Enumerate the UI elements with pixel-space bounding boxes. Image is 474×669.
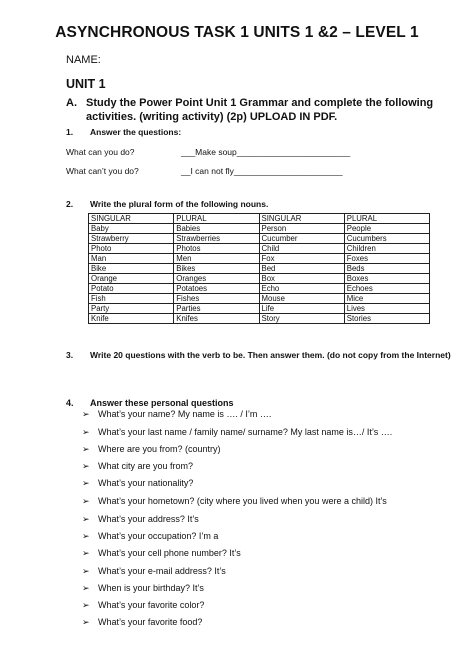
question-text: What’s your last name / family name/ surname? My last name is…/ It’s …. [98,427,393,437]
table-cell: Bike [89,264,174,274]
task-4-text: Answer these personal questions [90,398,234,408]
table-cell: People [344,224,429,234]
task-2-number: 2. [66,199,74,209]
arrow-bullet-icon: ➢ [82,566,90,576]
table-cell: Echo [259,284,344,294]
task-1-number: 1. [66,127,74,137]
task-1-heading [66,127,181,137]
table-cell: Man [89,254,174,264]
question-text: What’s your e-mail address? It’s [98,566,226,576]
task-3-number: 3. [66,350,74,360]
question-text: What’s your address? It’s [98,514,199,524]
name-label: NAME: [66,54,101,66]
table-cell: Cucumbers [344,234,429,244]
list-item [82,531,218,542]
table-row [89,274,430,284]
table-cell: Lives [344,304,429,314]
table-row [89,304,430,314]
question-text: When is your birthday? It’s [98,583,204,593]
list-item [82,427,392,438]
task-3-heading [66,350,451,360]
table-cell: Fishes [174,294,259,304]
list-item [82,548,241,559]
table-cell: Fox [259,254,344,264]
question-text: Where are you from? (country) [98,444,221,454]
table-cell: Echoes [344,284,429,294]
list-item [82,514,199,525]
table-cell: Potato [89,284,174,294]
table-cell: Fish [89,294,174,304]
list-item [82,409,271,420]
section-a-instructions [66,96,436,124]
list-item [82,478,193,489]
table-row [89,224,430,234]
task-4-heading [66,398,234,408]
table-cell: Boxes [344,274,429,284]
arrow-bullet-icon: ➢ [82,531,90,541]
arrow-bullet-icon: ➢ [82,583,90,593]
list-item [82,461,193,472]
section-a-text: Study the Power Point Unit 1 Grammar and complete the following activities. (writing activity) (2p) UPLOAD IN PDF. [86,97,434,123]
arrow-bullet-icon: ➢ [82,514,90,524]
question-text: What city are you from? [98,461,194,471]
arrow-bullet-icon: ➢ [82,478,90,488]
page-title: ASYNCHRONOUS TASK 1 UNITS 1 &2 – LEVEL 1 [55,24,419,41]
plural-table [88,213,430,324]
table-header-cell: PLURAL [344,214,429,224]
table-cell: Photos [174,244,259,254]
arrow-bullet-icon: ➢ [82,427,90,437]
table-cell: Potatoes [174,284,259,294]
table-cell: Knife [89,314,174,324]
list-item [82,444,221,455]
table-cell: Photo [89,244,174,254]
table-cell: Children [344,244,429,254]
table-cell: Mice [344,294,429,304]
list-item [82,600,204,611]
task-1-text: Answer the questions: [90,127,182,137]
question-cant-do: What can’t you do? [66,166,139,176]
answer-can-do: ___Make soup________________________ [181,147,351,157]
section-a-label: A. [66,97,77,109]
question-text: What’s your favorite food? [98,617,203,627]
question-text: What’s your hometown? (city where you lived when you were a child) It’s [98,496,387,506]
arrow-bullet-icon: ➢ [82,496,90,506]
table-header-row [89,214,430,224]
question-text: What’s your cell phone number? It’s [98,548,241,558]
table-cell: Mouse [259,294,344,304]
table-cell: Person [259,224,344,234]
list-item [82,617,202,628]
table-header-cell: SINGULAR [89,214,174,224]
table-cell: Box [259,274,344,284]
table-row [89,314,430,324]
task-2-text: Write the plural form of the following nouns. [90,199,269,209]
table-row [89,294,430,304]
table-cell: Cucumber [259,234,344,244]
table-row [89,284,430,294]
table-cell: Life [259,304,344,314]
arrow-bullet-icon: ➢ [82,600,90,610]
question-text: What’s your favorite color? [98,600,205,610]
table-cell: Men [174,254,259,264]
table-cell: Orange [89,274,174,284]
arrow-bullet-icon: ➢ [82,548,90,558]
question-text: What’s your name? My name is …. / I’m …. [98,409,272,419]
task-2-heading [66,199,268,209]
table-cell: Bikes [174,264,259,274]
table-row [89,244,430,254]
table-header-cell: PLURAL [174,214,259,224]
table-cell: Oranges [174,274,259,284]
arrow-bullet-icon: ➢ [82,444,90,454]
table-cell: Bed [259,264,344,274]
question-text: What’s your occupation? I’m a [98,531,219,541]
table-cell: Beds [344,264,429,274]
task-3-text: Write 20 questions with the verb to be. Then answer them. (do not copy from the Internet) [90,350,451,360]
arrow-bullet-icon: ➢ [82,461,90,471]
table-cell: Babies [174,224,259,234]
table-cell: Child [259,244,344,254]
table-cell: Strawberries [174,234,259,244]
arrow-bullet-icon: ➢ [82,617,90,627]
table-cell: Knifes [174,314,259,324]
table-cell: Foxes [344,254,429,264]
list-item [82,566,226,577]
table-cell: Story [259,314,344,324]
task-4-number: 4. [66,398,74,408]
question-text: What’s your nationality? [98,478,194,488]
unit-heading: UNIT 1 [66,77,106,91]
table-cell: Stories [344,314,429,324]
table-row [89,234,430,244]
table-cell: Parties [174,304,259,314]
list-item [82,496,387,507]
question-can-do: What can you do? [66,147,135,157]
answer-cant-do: __I can not fly_______________________ [181,166,343,176]
table-cell: Baby [89,224,174,234]
arrow-bullet-icon: ➢ [82,409,90,419]
table-cell: Party [89,304,174,314]
list-item [82,583,204,594]
table-row [89,254,430,264]
table-header-cell: SINGULAR [259,214,344,224]
table-cell: Strawberry [89,234,174,244]
table-row [89,264,430,274]
